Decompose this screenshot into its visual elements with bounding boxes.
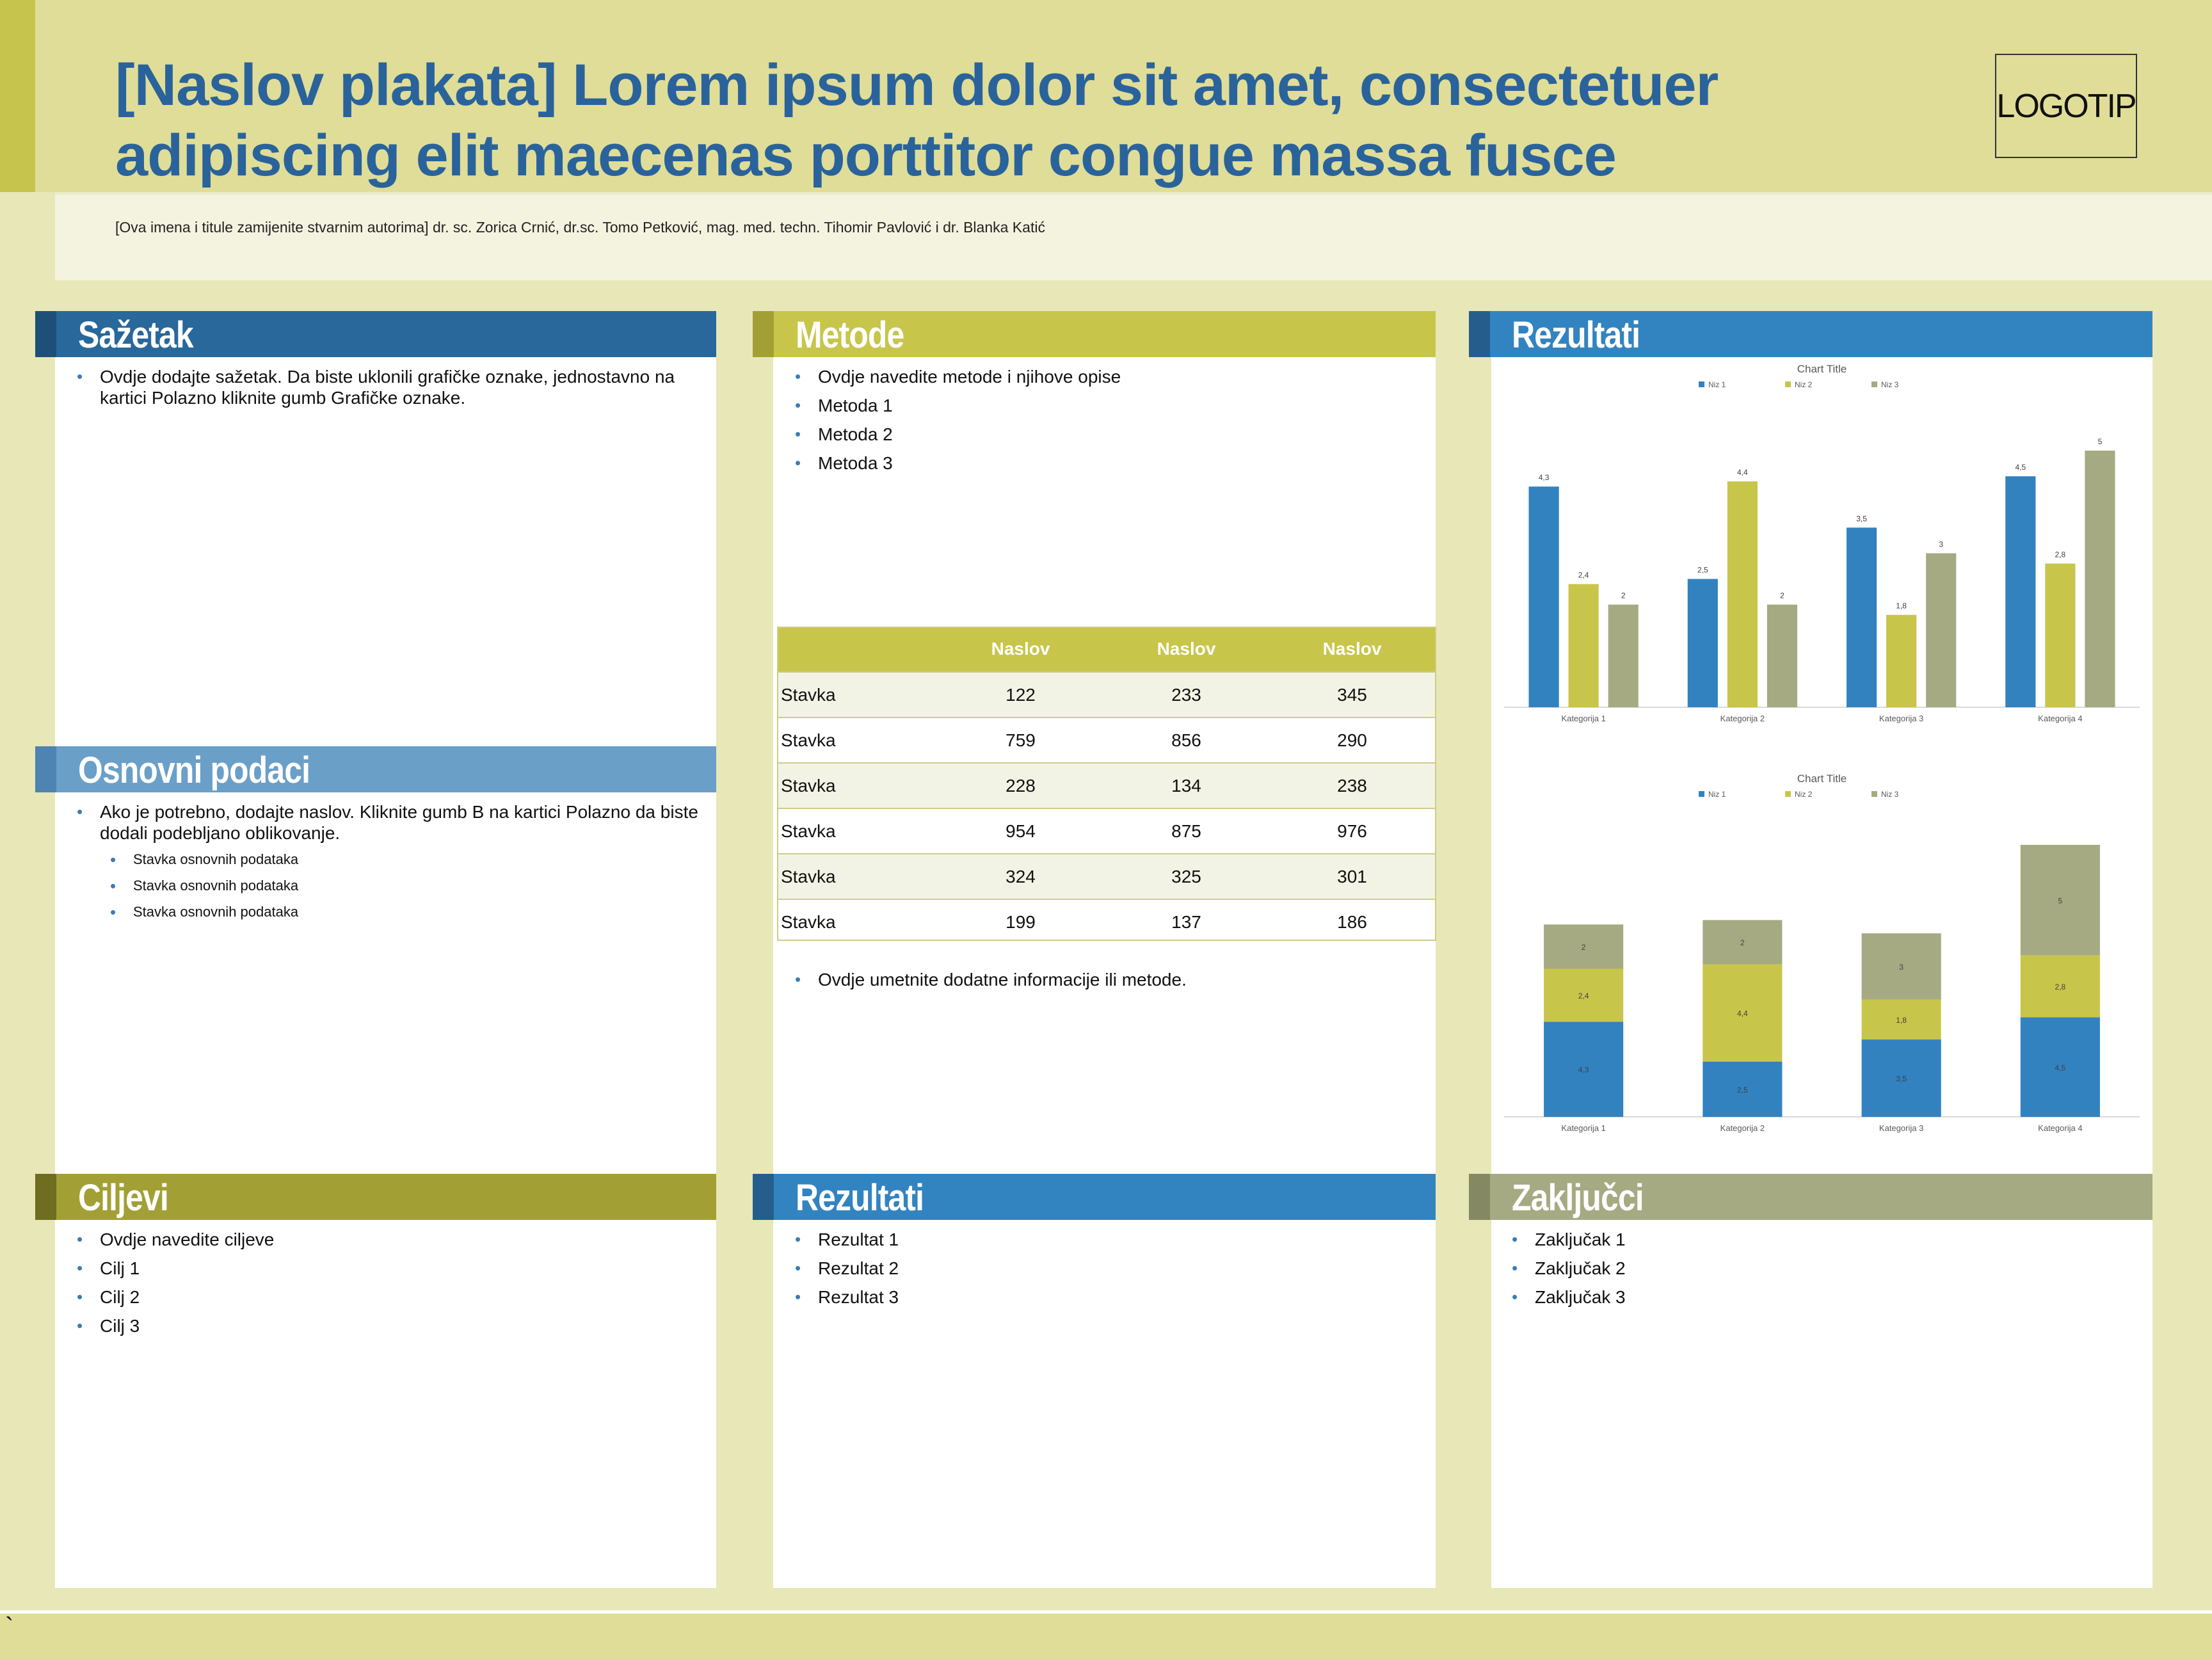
category-label: Kategorija 2	[1720, 1123, 1765, 1133]
list-item: • Zaključak 3	[1512, 1286, 2126, 1308]
section-header-rezultati-top	[1469, 311, 2152, 357]
list-item: • Metoda 2	[795, 424, 1409, 445]
section-title: Zaključci	[1512, 1177, 1644, 1219]
column-2-panel	[773, 311, 1436, 1588]
list-item: • Stavka osnovnih podataka	[110, 902, 686, 922]
bar	[1926, 553, 1956, 707]
legend-label: Niz 3	[1881, 790, 1899, 799]
data-label: 3,5	[1896, 1074, 1907, 1084]
data-label: 3	[1939, 540, 1944, 549]
category-label: Kategorija 1	[1561, 1123, 1606, 1133]
logo-placeholder: LOGOTIP	[1995, 54, 2137, 158]
table-cell: Stavka	[777, 717, 938, 763]
list-item: • Rezultat 1	[795, 1229, 1409, 1250]
legend-swatch	[1785, 791, 1791, 797]
table-row	[777, 854, 1435, 899]
stacked-bar-chart	[1491, 768, 2152, 1139]
section-title: Rezultati	[796, 1177, 924, 1219]
bar	[1608, 605, 1639, 707]
list-item: • Ovdje navedite ciljeve	[77, 1229, 691, 1250]
table-cell: 875	[1103, 808, 1269, 854]
data-label: 2,4	[1578, 570, 1589, 580]
data-label: 4,4	[1737, 468, 1748, 477]
section-accent	[35, 746, 56, 792]
section-accent	[753, 311, 774, 357]
legend-swatch	[1871, 381, 1877, 387]
legend-swatch	[1699, 791, 1704, 797]
data-label: 2,4	[1578, 991, 1589, 1000]
chart-title: Chart Title	[1797, 773, 1847, 785]
ciljevi-list	[77, 1229, 691, 1344]
data-label: 4,4	[1737, 1009, 1748, 1018]
table-cell: 324	[938, 854, 1103, 899]
section-title: Sažetak	[78, 314, 193, 356]
clustered-bar-chart	[1491, 358, 2152, 730]
table-cell: 301	[1269, 854, 1435, 899]
bar	[1767, 605, 1797, 707]
bar	[1569, 584, 1599, 707]
list-item: • Cilj 1	[77, 1258, 691, 1279]
category-label: Kategorija 4	[2038, 1123, 2083, 1133]
table-row	[777, 763, 1435, 808]
bar	[2005, 476, 2035, 707]
list-item: • Ovdje umetnite dodatne informacije ili metode.	[795, 969, 1409, 990]
data-label: 3,5	[1856, 514, 1867, 524]
table-cell: 290	[1269, 717, 1435, 763]
bar	[1847, 527, 1877, 707]
list-item: • Rezultat 2	[795, 1258, 1409, 1279]
data-label: 2,5	[1697, 565, 1708, 575]
legend-label: Niz 1	[1708, 790, 1726, 799]
section-header-rezultati-bottom	[753, 1174, 1436, 1220]
section-header-ciljevi	[35, 1174, 716, 1220]
list-item: • Metoda 1	[795, 395, 1409, 416]
section-accent	[753, 1174, 774, 1220]
rezultati-list	[795, 1229, 1409, 1315]
data-label: 2	[1581, 942, 1586, 952]
table-cell: 186	[1269, 899, 1435, 944]
table-row	[777, 717, 1435, 763]
table-cell: 325	[1103, 854, 1269, 899]
table-row	[777, 899, 1435, 944]
stray-mark: `	[5, 1613, 14, 1641]
legend-label: Niz 2	[1795, 790, 1813, 799]
category-label: Kategorija 1	[1561, 714, 1606, 723]
bar	[1528, 486, 1559, 707]
footer-band	[0, 1614, 2212, 1659]
legend-label: Niz 1	[1708, 380, 1726, 389]
table-header-cell: Naslov	[938, 627, 1103, 672]
metode-extra-list	[795, 969, 1409, 998]
table-cell: Stavka	[777, 854, 938, 899]
data-label: 5	[2097, 437, 2103, 447]
data-label: 2,8	[2055, 550, 2066, 559]
chart-title: Chart Title	[1797, 363, 1847, 375]
table-cell: 238	[1269, 763, 1435, 808]
data-label: 2	[1740, 938, 1745, 948]
table-header-cell	[777, 627, 938, 672]
table-cell: 233	[1103, 672, 1269, 717]
data-label: 2,5	[1737, 1085, 1748, 1094]
table-row	[777, 672, 1435, 717]
table-cell: 954	[938, 808, 1103, 854]
data-label: 4,3	[1538, 473, 1550, 483]
table-cell: Stavka	[777, 763, 938, 808]
list-item: • Ovdje navedite metode i njihove opise	[795, 366, 1409, 387]
data-label: 3	[1899, 963, 1903, 972]
section-accent	[35, 1174, 56, 1220]
list-item: • Metoda 3	[795, 453, 1409, 474]
table-cell: 759	[938, 717, 1103, 763]
table-header-row	[777, 627, 1435, 672]
list-item: • Rezultat 3	[795, 1286, 1409, 1308]
category-label: Kategorija 3	[1879, 1123, 1924, 1133]
table-cell: 345	[1269, 672, 1435, 717]
bar	[1886, 615, 1916, 707]
list-item: • Zaključak 1	[1512, 1229, 2126, 1250]
data-label: 4,5	[2015, 463, 2026, 472]
header-accent-stripe	[0, 0, 35, 192]
data-label: 2	[1621, 591, 1626, 600]
section-header-sazetak	[35, 311, 716, 357]
section-title: Osnovni podaci	[78, 749, 310, 791]
table-cell: 856	[1103, 717, 1269, 763]
data-label: 2,8	[2055, 982, 2066, 992]
bar	[2085, 451, 2115, 707]
section-title: Rezultati	[1512, 314, 1640, 356]
data-label: 4,3	[1578, 1065, 1589, 1075]
section-title: Metode	[796, 314, 904, 356]
list-item: • Stavka osnovnih podataka	[110, 850, 686, 869]
legend-label: Niz 2	[1795, 380, 1813, 389]
data-label: 1,8	[1896, 1015, 1907, 1025]
author-list: [Ova imena i titule zamijenite stvarnim autorima] dr. sc. Zorica Crnić, dr.sc. Tomo Petković, mag. med. techn. Tihomir Pavlović i dr. Blanka Katić	[115, 219, 1045, 236]
section-accent	[35, 311, 56, 357]
category-label: Kategorija 3	[1879, 714, 1924, 723]
table-cell: 134	[1103, 763, 1269, 808]
bar	[1688, 579, 1718, 707]
metode-list	[795, 366, 1409, 481]
list-item: • Ako je potrebno, dodajte naslov. Kliknite gumb B na kartici Polazno da biste dodali podebljano oblikovanje.	[77, 801, 704, 844]
bar	[1727, 481, 1758, 707]
data-table	[777, 627, 1435, 944]
osnovni-list	[77, 801, 704, 851]
legend-swatch	[1699, 381, 1704, 387]
table-cell: Stavka	[777, 808, 938, 854]
data-label: 4,5	[2055, 1063, 2066, 1073]
list-item: • Stavka osnovnih podataka	[110, 876, 686, 895]
data-label: 1,8	[1896, 601, 1907, 611]
authors-band	[55, 192, 2212, 280]
section-accent	[1469, 1174, 1490, 1220]
data-label: 5	[2058, 896, 2063, 906]
poster-title: [Naslov plakata] Lorem ipsum dolor sit amet, consectetuer adipiscing elit maecenas porttitor congue massa fusce	[115, 52, 1719, 188]
table-header-cell: Naslov	[1103, 627, 1269, 672]
section-title: Ciljevi	[78, 1177, 168, 1219]
bar	[2045, 563, 2075, 707]
table-cell: 199	[938, 899, 1103, 944]
list-item: • Zaključak 2	[1512, 1258, 2126, 1279]
category-label: Kategorija 4	[2038, 714, 2083, 723]
table-cell: 228	[938, 763, 1103, 808]
column-1-panel	[55, 311, 716, 1588]
legend-swatch	[1871, 791, 1877, 797]
list-item: • Ovdje dodajte sažetak. Da biste uklonili grafičke oznake, jednostavno na kartici Polazno kliknite gumb Grafičke oznake.	[77, 366, 691, 408]
category-label: Kategorija 2	[1720, 714, 1765, 723]
section-header-zakljucci	[1469, 1174, 2152, 1220]
table-row	[777, 808, 1435, 854]
table-cell: 122	[938, 672, 1103, 717]
data-label: 2	[1780, 591, 1784, 600]
section-header-osnovni-podaci	[35, 746, 716, 792]
table-cell: 137	[1103, 899, 1269, 944]
table-cell: Stavka	[777, 899, 938, 944]
legend-label: Niz 3	[1881, 380, 1899, 389]
legend-swatch	[1785, 381, 1791, 387]
zakljucci-list	[1512, 1229, 2126, 1315]
table-cell: 976	[1269, 808, 1435, 854]
table-cell: Stavka	[777, 672, 938, 717]
list-item: • Cilj 3	[77, 1315, 691, 1336]
table-header-cell: Naslov	[1269, 627, 1435, 672]
section-header-metode	[753, 311, 1436, 357]
osnovni-sublist	[110, 850, 686, 929]
sazetak-list	[77, 366, 691, 416]
section-accent	[1469, 311, 1490, 357]
list-item: • Cilj 2	[77, 1286, 691, 1308]
